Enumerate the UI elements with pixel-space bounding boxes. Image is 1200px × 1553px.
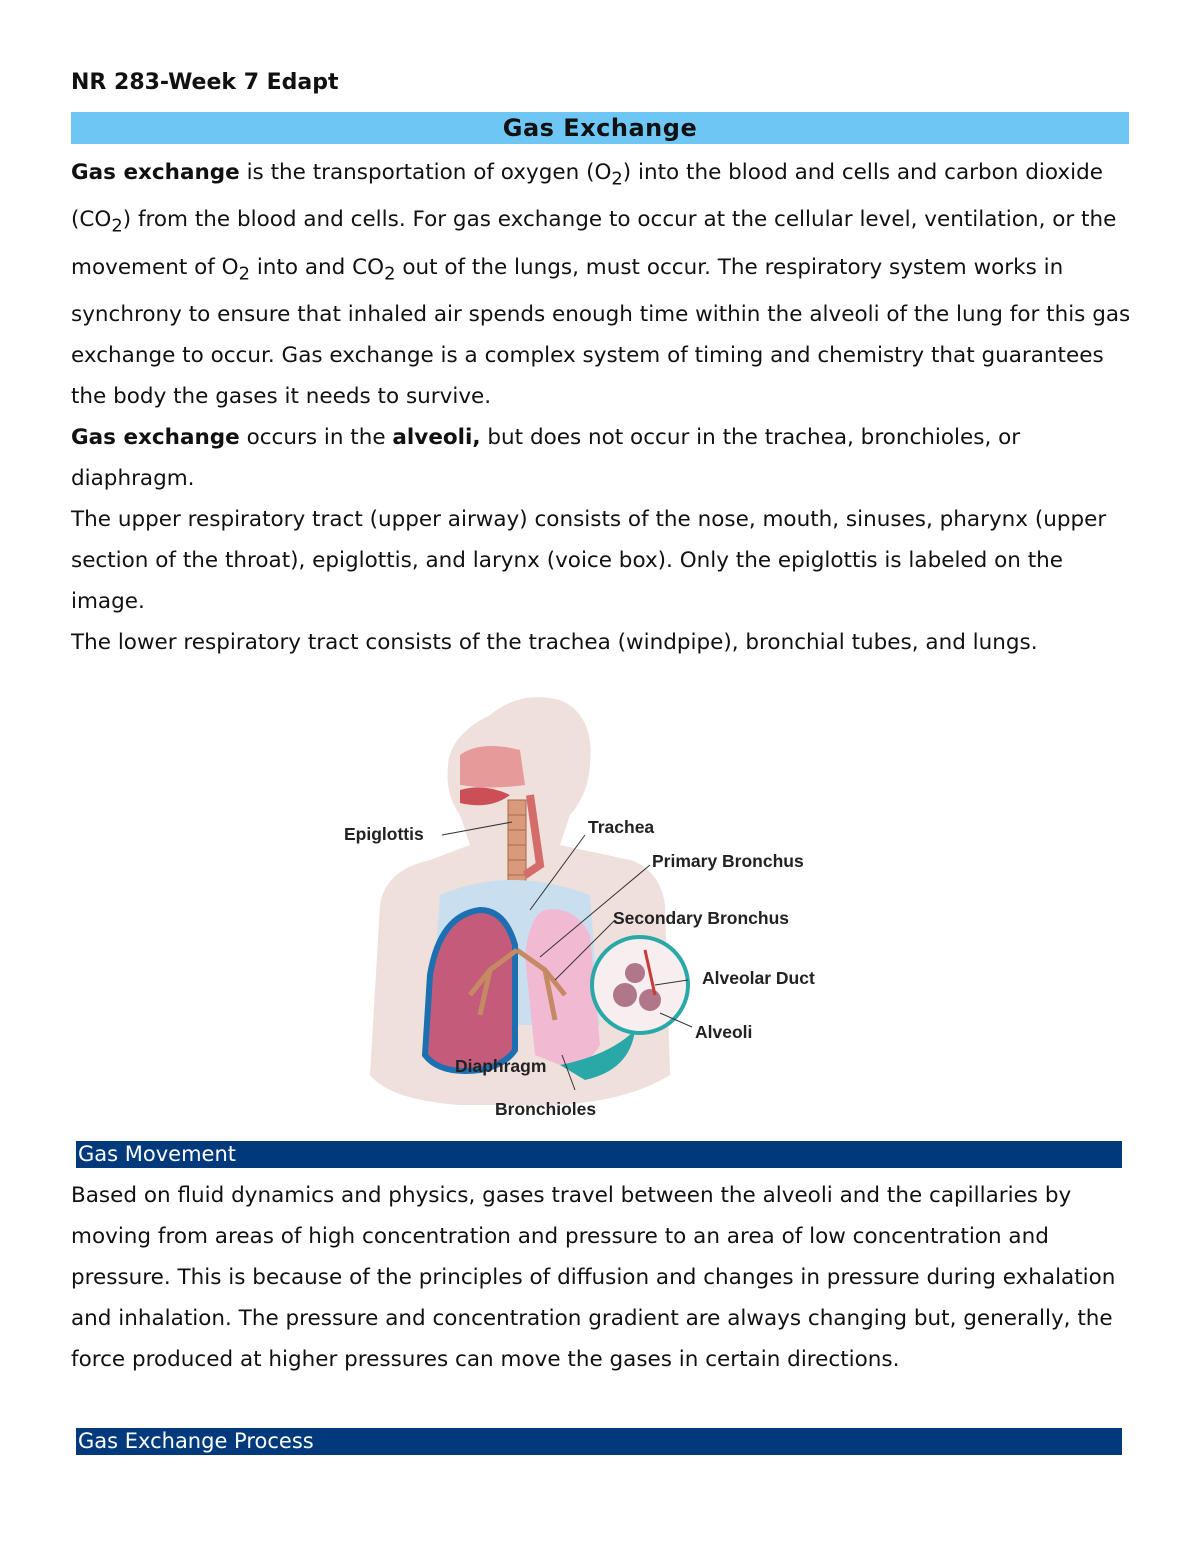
section-heading-gas-exchange-process: Gas Exchange Process: [76, 1428, 1122, 1455]
label-secondary-bronchus: Secondary Bronchus: [613, 908, 790, 928]
label-bronchioles: Bronchioles: [495, 1099, 597, 1119]
lower-tract-text: The lower respiratory tract consists of the trachea (windpipe), bronchial tubes, and lungs.: [71, 629, 1038, 655]
alveolus: [613, 983, 637, 1007]
alveolus: [625, 963, 645, 983]
alveoli-term: alveoli,: [392, 424, 481, 450]
gas-exchange-banner: Gas Exchange: [71, 112, 1129, 144]
label-trachea: Trachea: [588, 817, 655, 837]
subscript: 2: [111, 215, 123, 237]
label-alveolar-duct: Alveolar Duct: [702, 968, 815, 988]
label-epiglottis: Epiglottis: [344, 824, 424, 844]
label-primary-bronchus: Primary Bronchus: [652, 851, 804, 871]
right-lung: [525, 909, 600, 1066]
label-diaphragm: Diaphragm: [455, 1056, 547, 1076]
gas-exchange-term: Gas exchange: [71, 160, 240, 185]
not-occur-text: but does not occur in the trachea, bronchioles, or diaphragm.: [71, 424, 1021, 491]
intro-text-c: ) from the blood and cells. For gas exchange to occur at the cellular level, ventilation, or the movement of O: [71, 207, 1117, 280]
subscript: 2: [238, 262, 250, 284]
subscript: 2: [611, 168, 623, 190]
intro-text-a: is the transportation of oxygen (O: [239, 160, 612, 185]
document-title: NR 283-Week 7 Edapt: [71, 70, 339, 95]
nasal-cavity: [460, 746, 525, 788]
subscript: 2: [384, 262, 396, 284]
gas-exchange-term-2: Gas exchange: [71, 424, 240, 450]
gas-movement-paragraph: Based on fluid dynamics and physics, gases travel between the alveoli and the capillaries by moving from areas of high concentration and pressure to an area of low concentration and pressure. This is because of the principles of diffusion and changes in pressure during exhalation and inhalation. The pressure and concentration gradient are always changing but, generally, the force produced at higher pressures can move the gases in certain directions.: [71, 1183, 1116, 1372]
respiratory-diagram: [330, 695, 850, 1125]
section-heading-gas-movement: Gas Movement: [76, 1141, 1122, 1168]
label-alveoli: Alveoli: [695, 1022, 753, 1042]
alveolus: [639, 989, 661, 1011]
intro-text-b: ) into the blood and cells and carbon dioxide (CO: [71, 160, 1103, 233]
intro-text-e: out of the lungs, must occur. The respiratory system works in synchrony to ensure that inhaled air spends enough time within the alveoli of the lung for this gas exchange to occur. Gas exchange is a complex system of timing and chemistry that guarantees the body the gases it needs to survive.: [71, 254, 1131, 409]
upper-tract-text: The upper respiratory tract (upper airway) consists of the nose, mouth, sinuses, pharynx (upper section of the throat), epiglottis, and larynx (voice box). Only the epiglottis is labeled on the image.: [71, 506, 1107, 614]
occurs-text: occurs in the: [239, 424, 393, 450]
intro-paragraph: [71, 152, 1141, 663]
intro-text-d: into and CO: [250, 254, 385, 280]
